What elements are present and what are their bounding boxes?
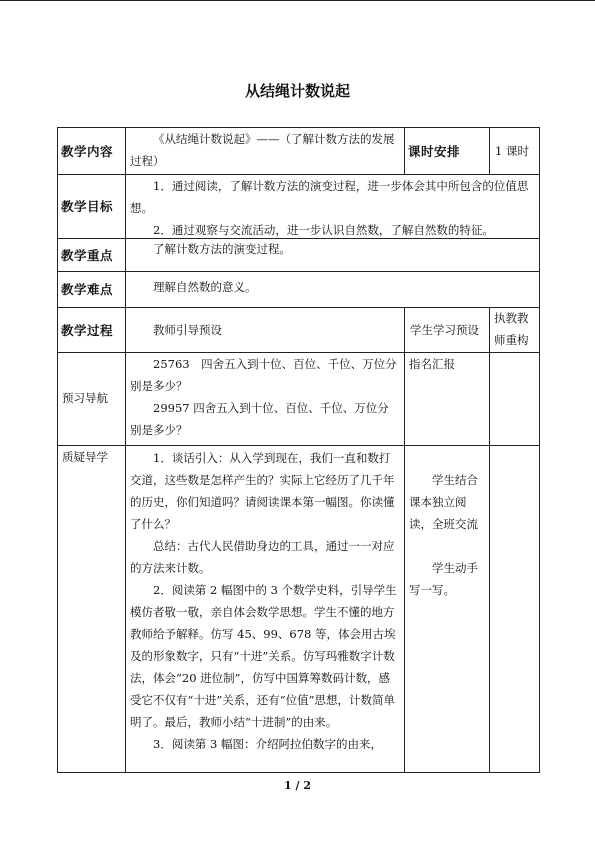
teacher-header-text: 教师引导预设 — [153, 322, 222, 337]
difficulty-text — [130, 276, 534, 307]
guide-paragraph-1: 1．谈话引入：从入学到现在，我们一直和数打交道，这些数是怎样产生的？实际上它经历了几千年的历史，你们知道吗？请阅读课本第一幅图。你读懂了什么？ — [130, 451, 395, 531]
page-title: 从结绳计数说起 — [244, 82, 350, 100]
difficulty-text-paragraph: 理解自然数的意义。 — [153, 280, 257, 294]
preview-student: 指名汇报 — [409, 357, 455, 371]
table-border-bottom — [57, 772, 540, 773]
difficulty-label: 教学难点 — [61, 282, 114, 297]
process-label: 教学过程 — [61, 322, 114, 338]
key-text-paragraph: 了解计数方法的演变过程。 — [153, 242, 291, 256]
table-border-right — [539, 127, 540, 773]
lesson-plan-table — [57, 127, 540, 773]
content-label: 教学内容 — [61, 143, 114, 159]
teacher-header — [130, 307, 400, 352]
guide-teacher — [130, 447, 400, 772]
guide-student-1: 学生结合课本独立阅读，全班交流 — [409, 473, 478, 531]
preview-teacher — [130, 353, 400, 445]
guide-paragraph-3: 2．阅读第 2 幅图中的 3 个数学史料，引导学生模仿者敬一敬，亲自体会数学思想。学生不懂的地方教师给予解释。仿写 45、99、678 等，体会用古埃及的形象数字，只有“十进”关系。仿写玛雅数字计数法，体会“20 进位制”，仿写中国算筹数码计数，感受它不仅有“十进”关系，还有“位值”思想，计数简单明了。最后，教师小结“十进制”的由来。 — [130, 583, 397, 729]
guide-student-2: 学生动手写一写。 — [409, 561, 478, 597]
row-divider — [57, 445, 540, 446]
guide-student — [409, 469, 487, 769]
content-text-paragraph: 《从结绳计数说起》——（了解计数方法的发展过程） — [130, 132, 395, 168]
row-divider — [57, 271, 540, 272]
col-divider — [125, 127, 126, 773]
col-divider — [489, 307, 490, 773]
goal-text — [130, 175, 534, 238]
top-rule — [0, 0, 595, 1]
goal-item-1: 1．通过阅读，了解计数方法的演变过程，进一步体会其中所包含的位值思想。 — [130, 179, 529, 215]
preview-question-1: 25763 四舍五入到十位、百位、千位、万位分别是多少？ — [130, 357, 397, 393]
key-text — [130, 238, 534, 271]
page-number: 1 / 2 — [284, 779, 311, 792]
guide-label: 质疑导学 — [62, 450, 108, 464]
key-label: 教学重点 — [61, 247, 114, 263]
goal-label: 教学目标 — [61, 199, 114, 214]
guide-student-spacer — [409, 535, 487, 557]
col-divider — [489, 127, 490, 174]
student-header: 学生学习预设 — [410, 322, 479, 337]
rework-header: 执教教师重构 — [494, 311, 529, 347]
preview-label: 预习导航 — [62, 391, 108, 405]
content-text — [130, 128, 400, 174]
guide-paragraph-4: 3．阅读第 3 幅图：介绍阿拉伯数字的由来， — [153, 737, 382, 751]
guide-paragraph-2: 总结：古代人民借助身边的工具，通过一一对应的方法来计数。 — [130, 539, 395, 575]
preview-question-2: 29957 四舍五入到十位、百位、千位、万位分别是多少？ — [130, 401, 389, 437]
hours-label: 课时安排 — [408, 143, 461, 159]
hours-value: 1 课时 — [495, 143, 529, 158]
col-divider — [404, 307, 405, 773]
goal-item-2: 2．通过观察与交流活动，进一步认识自然数，了解自然数的特征。 — [153, 223, 494, 237]
